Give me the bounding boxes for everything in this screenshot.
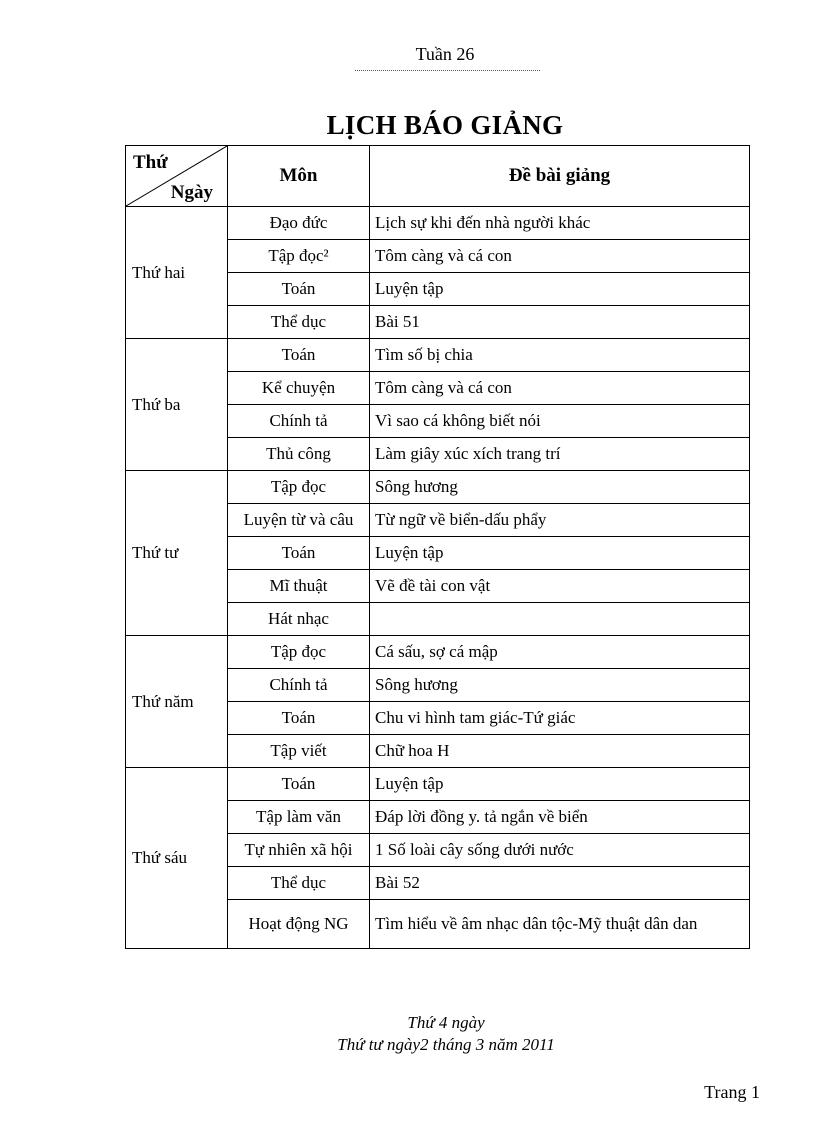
lesson-cell: Sông hương [370,669,750,702]
subject-cell: Thể dục [228,867,370,900]
day-cell: Thứ tư [126,471,228,636]
schedule-table [125,145,750,949]
lesson-cell: Chữ hoa H [370,735,750,768]
lesson-cell: 1 Số loài cây sống dưới nước [370,834,750,867]
lesson-cell: Bài 51 [370,306,750,339]
header-subject: Môn [228,146,370,207]
lesson-cell: Tìm hiểu về âm nhạc dân tộc-Mỹ thuật dân dan [370,900,750,949]
header-day-cell [126,146,228,207]
page-number: Trang 1 [704,1082,760,1102]
table-row [126,471,750,504]
lesson-cell: Tôm càng và cá con [370,240,750,273]
lesson-cell: Bài 52 [370,867,750,900]
subject-cell: Chính tả [228,405,370,438]
subject-cell: Toán [228,768,370,801]
lesson-cell: Tôm càng và cá con [370,372,750,405]
lesson-cell: Luyện tập [370,273,750,306]
footer-date-line-2: Thứ tư ngày2 tháng 3 năm 2011 [337,1035,555,1054]
subject-cell: Kể chuyện [228,372,370,405]
subject-cell: Tập làm văn [228,801,370,834]
page-title: LỊCH BÁO GIẢNG [326,110,564,140]
week-label: Tuần 26 [415,44,475,64]
day-cell: Thứ ba [126,339,228,471]
lesson-cell [370,603,750,636]
lesson-cell: Vẽ đề tài con vật [370,570,750,603]
subject-cell: Chính tả [228,669,370,702]
subject-cell: Thể dục [228,306,370,339]
subject-cell: Tập viết [228,735,370,768]
lesson-cell: Vì sao cá không biết nói [370,405,750,438]
week-divider [355,70,540,71]
header-date-label: Ngày [170,182,213,203]
subject-cell: Tập đọc [228,636,370,669]
lesson-cell: Tìm số bị chia [370,339,750,372]
table-row [126,636,750,669]
lesson-cell: Đáp lời đồng y. tả ngắn về biển [370,801,750,834]
table-row [126,339,750,372]
subject-cell: Toán [228,702,370,735]
subject-cell: Tự nhiên xã hội [228,834,370,867]
header-weekday-label: Thứ [133,152,168,173]
lesson-cell: Luyện tập [370,768,750,801]
subject-cell: Mĩ thuật [228,570,370,603]
lesson-cell: Sông hương [370,471,750,504]
table-header-row [126,146,750,207]
subject-cell: Thủ công [228,438,370,471]
lesson-cell: Cá sấu, sợ cá mập [370,636,750,669]
day-cell: Thứ năm [126,636,228,768]
header-lesson: Đề bài giảng [370,146,750,207]
subject-cell: Tập đọc [228,471,370,504]
lesson-cell: Từ ngữ về biển-dấu phẩy [370,504,750,537]
footer-date-line-1: Thứ 4 ngày [407,1013,485,1032]
subject-cell: Toán [228,537,370,570]
table-row [126,768,750,801]
subject-cell: Toán [228,273,370,306]
lesson-cell: Luyện tập [370,537,750,570]
lesson-cell: Lịch sự khi đến nhà người khác [370,207,750,240]
table-row [126,207,750,240]
lesson-cell: Chu vi hình tam giác-Tứ giác [370,702,750,735]
subject-cell: Luyện từ và câu [228,504,370,537]
schedule-body [126,207,750,949]
subject-cell: Tập đọc² [228,240,370,273]
subject-cell: Đạo đức [228,207,370,240]
lesson-cell: Làm giây xúc xích trang trí [370,438,750,471]
subject-cell: Hát nhạc [228,603,370,636]
day-cell: Thứ sáu [126,768,228,949]
day-cell: Thứ hai [126,207,228,339]
subject-cell: Toán [228,339,370,372]
subject-cell: Hoạt động NG [228,900,370,949]
footer-date [0,1012,816,1056]
